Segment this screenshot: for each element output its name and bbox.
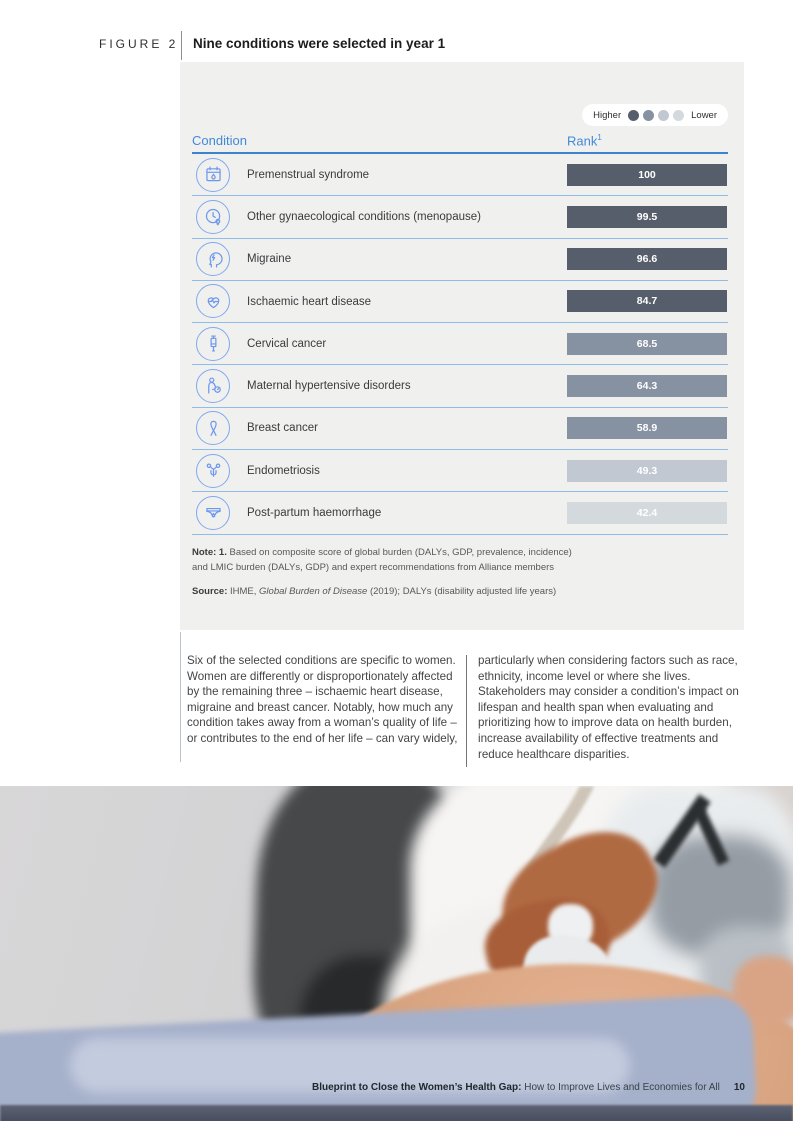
- condition-label: Breast cancer: [247, 422, 318, 435]
- column-header-rank: [567, 133, 602, 148]
- condition-row: [192, 154, 728, 196]
- condition-label: Endometriosis: [247, 464, 320, 477]
- source-text-pre: IHME,: [230, 586, 260, 597]
- condition-row: [192, 196, 728, 238]
- page-number: 10: [733, 1082, 745, 1093]
- condition-label: Post-partum haemorrhage: [247, 507, 382, 520]
- source-title-italic: Global Burden of Disease: [259, 586, 368, 597]
- legend-dot: [658, 110, 669, 121]
- condition-row: [192, 323, 728, 365]
- underwear-droplet-icon: [196, 496, 230, 530]
- condition-row: [192, 492, 728, 534]
- head-migraine-icon: [196, 242, 230, 276]
- footer-report-subtitle: How to Improve Lives and Economies for All: [524, 1082, 720, 1093]
- condition-label: Other gynaecological conditions (menopause): [247, 210, 481, 223]
- rank-value: 68.5: [636, 337, 658, 350]
- condition-row: [192, 239, 728, 281]
- source-text-post: (2019); DALYs (disability adjusted life years): [367, 586, 557, 597]
- rank-bar: [567, 333, 727, 355]
- rank-legend: [582, 104, 728, 126]
- body-paragraph-left: Six of the selected conditions are specific to women. Women are differently or disproportionately affected by the remaining three – ischaemic heart disease, migraine and breast cancer. Notably, how much any condition takes away from a woman’s quality of life – or contributes to the end of her life – can vary widely,: [187, 654, 458, 745]
- clock-menopause-icon: [196, 200, 230, 234]
- condition-table: [192, 154, 728, 535]
- figure-title: Nine conditions were selected in year 1: [193, 36, 446, 51]
- rank-value: 96.6: [636, 253, 658, 266]
- photo-bottom-shadow: [0, 1105, 793, 1121]
- figure-panel: [180, 62, 744, 630]
- source-prefix: Source:: [192, 586, 231, 597]
- awareness-ribbon-icon: [196, 411, 230, 445]
- legend-lower-label: Lower: [691, 109, 717, 121]
- condition-label: Premenstrual syndrome: [247, 168, 370, 181]
- footer-report-title: Blueprint to Close the Women’s Health Gap:: [311, 1082, 525, 1093]
- heart-pulse-icon: [196, 284, 230, 318]
- uterus-icon: [196, 454, 230, 488]
- figure-note: [192, 546, 590, 575]
- rank-bar: [567, 290, 727, 312]
- figure-source: [192, 586, 622, 597]
- rank-header-footnote-marker: 1: [597, 133, 602, 142]
- condition-label: Ischaemic heart disease: [247, 295, 372, 308]
- condition-row: [192, 408, 728, 450]
- column-header-condition: Condition: [192, 133, 247, 148]
- rank-bar: [567, 417, 727, 439]
- note-text: Based on composite score of global burden (DALYs, GDP, prevalence, incidence) and LMIC burden (DALYs, GDP) and expert recommendations from Alliance members: [192, 547, 572, 573]
- rank-value: 64.3: [636, 379, 658, 392]
- pregnant-woman-icon: [196, 369, 230, 403]
- rank-header-text: Rank: [567, 133, 598, 149]
- condition-label: Maternal hypertensive disorders: [247, 380, 411, 393]
- condition-label: Migraine: [247, 253, 292, 266]
- rank-value: 58.9: [636, 422, 658, 435]
- column-divider: [466, 655, 467, 767]
- body-paragraph-right: particularly when considering factors such as race, ethnicity, income level or where she lives. Stakeholders may consider a condition’s impact on lifespan and health span when evaluating and prioritizing how to improve data on health burden, increase availability of effective treatments and reduce healthcare disparities.: [478, 654, 739, 761]
- condition-label: Cervical cancer: [247, 337, 327, 350]
- rank-bar: [567, 502, 727, 524]
- legend-gradient-dots: [628, 110, 684, 121]
- ultrasound-photo: [0, 786, 793, 1121]
- rank-value: 49.3: [636, 464, 658, 477]
- condition-row: [192, 450, 728, 492]
- legend-dot: [643, 110, 654, 121]
- figure-label: FIGURE 2: [99, 37, 179, 51]
- rank-bar: [567, 248, 727, 270]
- rank-value: 84.7: [636, 295, 658, 308]
- calendar-droplet-icon: [196, 158, 230, 192]
- legend-higher-label: Higher: [593, 109, 622, 121]
- page-footer: [312, 1082, 745, 1093]
- condition-row: [192, 281, 728, 323]
- legend-dot: [673, 110, 684, 121]
- rank-bar: [567, 206, 727, 228]
- rank-bar: [567, 375, 727, 397]
- rank-value: 100: [638, 168, 656, 181]
- rank-value: 42.4: [636, 506, 658, 519]
- paragraph-left-rule: [180, 632, 181, 762]
- rank-value: 99.5: [636, 210, 658, 223]
- note-prefix: Note: 1.: [192, 547, 230, 558]
- condition-row: [192, 365, 728, 407]
- syringe-icon: [196, 327, 230, 361]
- rank-bar: [567, 460, 727, 482]
- legend-dot: [628, 110, 639, 121]
- figure-title-divider: [181, 31, 182, 60]
- rank-bar: [567, 164, 727, 186]
